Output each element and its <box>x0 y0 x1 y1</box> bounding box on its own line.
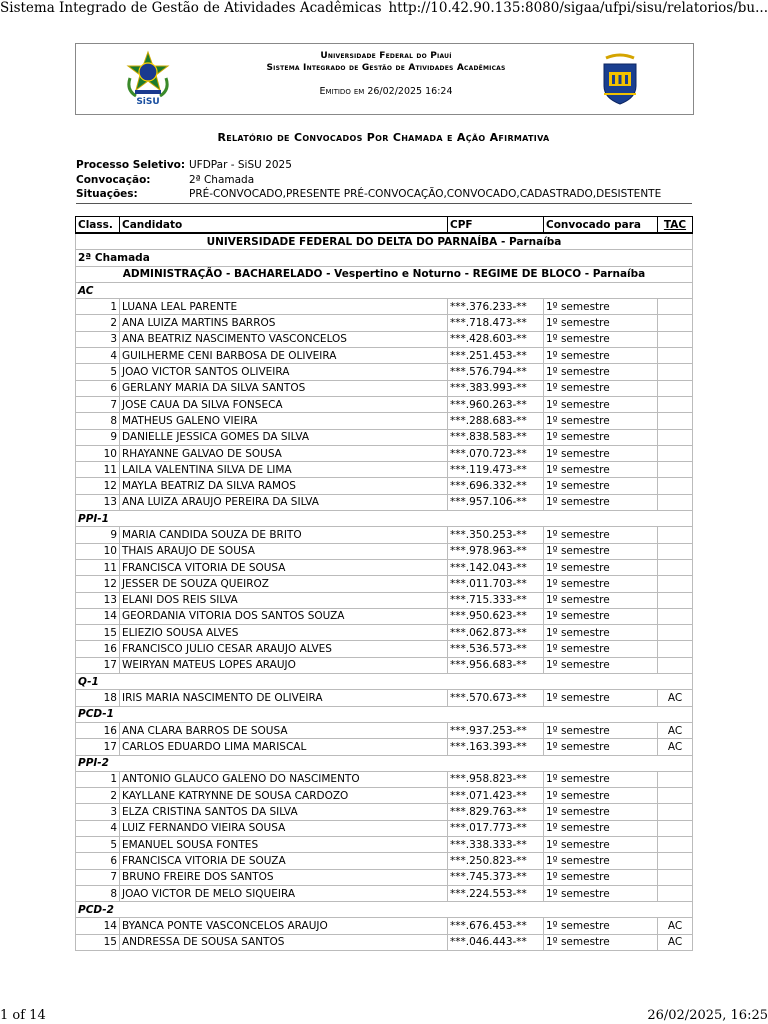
class-cell: 4 <box>76 348 120 364</box>
tac-cell <box>658 396 693 412</box>
tac-cell <box>658 788 693 804</box>
class-cell: 12 <box>76 478 120 494</box>
tac-cell <box>658 478 693 494</box>
cpf-cell: ***.956.683-** <box>448 657 544 673</box>
table-row <box>76 592 693 608</box>
cpf-cell: ***.288.683-** <box>448 413 544 429</box>
convocado-cell: 1º semestre <box>544 380 658 396</box>
curso-row-label: ADMINISTRAÇÃO - BACHARELADO - Vespertino e Noturno - REGIME DE BLOCO - Parnaíba <box>76 266 693 282</box>
candidate-name-cell: ELZA CRISTINA SANTOS DA SILVA <box>120 804 448 820</box>
table-row <box>76 396 693 412</box>
convocado-cell: 1º semestre <box>544 722 658 738</box>
situacoes-value: PRÉ-CONVOCADO,PRESENTE PRÉ-CONVOCAÇÃO,CONVOCADO,CADASTRADO,DESISTENTE <box>189 188 662 200</box>
class-cell: 13 <box>76 494 120 510</box>
candidate-name-cell: WEIRYAN MATEUS LOPES ARAUJO <box>120 657 448 673</box>
tac-cell <box>658 445 693 461</box>
convocado-cell: 1º semestre <box>544 771 658 787</box>
candidate-name-cell: ANDRESSA DE SOUSA SANTOS <box>120 934 448 950</box>
col-class-header: Class. <box>76 217 120 234</box>
university-name: Universidade Federal do Piauí <box>320 51 452 61</box>
chamada-row-label: 2ª Chamada <box>76 250 693 266</box>
tac-cell <box>658 576 693 592</box>
convocado-cell: 1º semestre <box>544 315 658 331</box>
table-row <box>76 739 693 755</box>
class-cell: 2 <box>76 788 120 804</box>
candidate-name-cell: ANA BEATRIZ NASCIMENTO VASCONCELOS <box>120 331 448 347</box>
cpf-cell: ***.062.873-** <box>448 625 544 641</box>
tac-cell <box>658 413 693 429</box>
cpf-cell: ***.718.473-** <box>448 315 544 331</box>
cpf-cell: ***.383.993-** <box>448 380 544 396</box>
tac-cell: AC <box>658 934 693 950</box>
candidate-name-cell: IRIS MARIA NASCIMENTO DE OLIVEIRA <box>120 690 448 706</box>
table-row <box>76 722 693 738</box>
tac-cell <box>658 820 693 836</box>
convocado-cell: 1º semestre <box>544 869 658 885</box>
convocado-cell: 1º semestre <box>544 885 658 901</box>
tac-cell <box>658 315 693 331</box>
class-cell: 15 <box>76 625 120 641</box>
cpf-cell: ***.960.263-** <box>448 396 544 412</box>
candidate-name-cell: ELIEZIO SOUSA ALVES <box>120 625 448 641</box>
cpf-cell: ***.570.673-** <box>448 690 544 706</box>
candidate-name-cell: THAIS ARAUJO DE SOUSA <box>120 543 448 559</box>
group-row <box>76 674 693 690</box>
convocado-cell: 1º semestre <box>544 396 658 412</box>
convocado-cell: 1º semestre <box>544 364 658 380</box>
class-cell: 7 <box>76 396 120 412</box>
candidate-name-cell: GUILHERME CENI BARBOSA DE OLIVEIRA <box>120 348 448 364</box>
cpf-cell: ***.829.763-** <box>448 804 544 820</box>
col-candidato-header: Candidato <box>120 217 448 234</box>
candidate-name-cell: JOAO VICTOR SANTOS OLIVEIRA <box>120 364 448 380</box>
page-indicator: 1 of 14 <box>0 1008 46 1023</box>
tac-cell <box>658 804 693 820</box>
candidate-name-cell: FRANCISCO JULIO CESAR ARAUJO ALVES <box>120 641 448 657</box>
tac-cell <box>658 348 693 364</box>
cpf-cell: ***.957.106-** <box>448 494 544 510</box>
candidate-name-cell: GEORDANIA VITORIA DOS SANTOS SOUZA <box>120 608 448 624</box>
convocado-cell: 1º semestre <box>544 853 658 869</box>
candidate-name-cell: MARIA CANDIDA SOUZA DE BRITO <box>120 527 448 543</box>
curso-row <box>76 266 693 282</box>
cpf-cell: ***.070.723-** <box>448 445 544 461</box>
tac-cell: AC <box>658 722 693 738</box>
convocado-cell: 1º semestre <box>544 918 658 934</box>
print-datetime: 26/02/2025, 16:25 <box>647 1008 768 1023</box>
candidate-name-cell: BRUNO FREIRE DOS SANTOS <box>120 869 448 885</box>
candidate-name-cell: FRANCISCA VITORIA DE SOUSA <box>120 559 448 575</box>
table-row <box>76 885 693 901</box>
candidate-name-cell: ANTONIO GLAUCO GALENO DO NASCIMENTO <box>120 771 448 787</box>
cpf-cell: ***.937.253-** <box>448 722 544 738</box>
convocado-cell: 1º semestre <box>544 641 658 657</box>
candidate-name-cell: JOAO VICTOR DE MELO SIQUEIRA <box>120 885 448 901</box>
class-cell: 16 <box>76 641 120 657</box>
convocado-cell: 1º semestre <box>544 804 658 820</box>
convocado-cell: 1º semestre <box>544 576 658 592</box>
table-row <box>76 364 693 380</box>
class-cell: 3 <box>76 804 120 820</box>
print-page-title: Sistema Integrado de Gestão de Atividades Acadêmicas <box>0 0 382 16</box>
class-cell: 17 <box>76 739 120 755</box>
class-cell: 14 <box>76 608 120 624</box>
class-cell: 3 <box>76 331 120 347</box>
table-row <box>76 576 693 592</box>
tac-cell <box>658 771 693 787</box>
university-row <box>76 233 693 250</box>
candidate-name-cell: ANA LUIZA ARAUJO PEREIRA DA SILVA <box>120 494 448 510</box>
tac-cell <box>658 608 693 624</box>
class-cell: 8 <box>76 885 120 901</box>
tac-cell <box>658 853 693 869</box>
class-cell: 17 <box>76 657 120 673</box>
table-row <box>76 657 693 673</box>
cpf-cell: ***.428.603-** <box>448 331 544 347</box>
convocado-cell: 1º semestre <box>544 657 658 673</box>
tac-cell <box>658 625 693 641</box>
table-row <box>76 836 693 852</box>
table-header-row <box>76 217 693 234</box>
col-convocado-header: Convocado para <box>544 217 658 234</box>
class-cell: 12 <box>76 576 120 592</box>
group-row <box>76 511 693 527</box>
candidate-name-cell: KAYLLANE KATRYNNE DE SOUSA CARDOZO <box>120 788 448 804</box>
document-header <box>75 43 694 115</box>
table-row <box>76 315 693 331</box>
candidate-name-cell: ELANI DOS REIS SILVA <box>120 592 448 608</box>
class-cell: 14 <box>76 918 120 934</box>
convocado-cell: 1º semestre <box>544 543 658 559</box>
group-row <box>76 706 693 722</box>
cpf-cell: ***.696.332-** <box>448 478 544 494</box>
chamada-row <box>76 250 693 266</box>
convocado-cell: 1º semestre <box>544 625 658 641</box>
print-footer <box>0 1008 768 1024</box>
class-cell: 5 <box>76 836 120 852</box>
header-institution <box>186 50 586 74</box>
tac-cell <box>658 657 693 673</box>
tac-cell <box>658 836 693 852</box>
table-row <box>76 918 693 934</box>
class-cell: 15 <box>76 934 120 950</box>
convocado-cell: 1º semestre <box>544 527 658 543</box>
table-row <box>76 380 693 396</box>
cpf-cell: ***.017.773-** <box>448 820 544 836</box>
candidate-name-cell: GERLANY MARIA DA SILVA SANTOS <box>120 380 448 396</box>
class-cell: 7 <box>76 869 120 885</box>
cpf-cell: ***.011.703-** <box>448 576 544 592</box>
convocado-cell: 1º semestre <box>544 348 658 364</box>
table-row <box>76 804 693 820</box>
system-name: Sistema Integrado de Gestão de Atividades Acadêmicas <box>266 63 506 73</box>
convocado-cell: 1º semestre <box>544 478 658 494</box>
class-cell: 10 <box>76 445 120 461</box>
group-label: AC <box>76 282 693 298</box>
class-cell: 6 <box>76 380 120 396</box>
cpf-cell: ***.950.623-** <box>448 608 544 624</box>
table-row <box>76 625 693 641</box>
class-cell: 1 <box>76 299 120 315</box>
convocado-cell: 1º semestre <box>544 559 658 575</box>
print-header <box>0 0 768 20</box>
cpf-cell: ***.250.823-** <box>448 853 544 869</box>
tac-cell: AC <box>658 918 693 934</box>
cpf-cell: ***.376.233-** <box>448 299 544 315</box>
cpf-cell: ***.958.823-** <box>448 771 544 787</box>
convocado-cell: 1º semestre <box>544 445 658 461</box>
class-cell: 1 <box>76 771 120 787</box>
cpf-cell: ***.676.453-** <box>448 918 544 934</box>
class-cell: 9 <box>76 429 120 445</box>
emission-date: Emitido em 26/02/2025 16:24 <box>319 86 453 97</box>
tac-cell <box>658 592 693 608</box>
candidate-name-cell: JOSE CAUA DA SILVA FONSECA <box>120 396 448 412</box>
tac-cell <box>658 494 693 510</box>
table-row <box>76 934 693 950</box>
candidate-name-cell: EMANUEL SOUSA FONTES <box>120 836 448 852</box>
class-cell: 11 <box>76 462 120 478</box>
convocado-cell: 1º semestre <box>544 299 658 315</box>
class-cell: 6 <box>76 853 120 869</box>
candidate-name-cell: LUIZ FERNANDO VIEIRA SOUSA <box>120 820 448 836</box>
group-label: PPI-1 <box>76 511 693 527</box>
table-row <box>76 641 693 657</box>
cpf-cell: ***.071.423-** <box>448 788 544 804</box>
cpf-cell: ***.576.794-** <box>448 364 544 380</box>
convocacao-value: 2ª Chamada <box>189 173 255 186</box>
candidate-name-cell: JESSER DE SOUZA QUEIROZ <box>120 576 448 592</box>
class-cell: 18 <box>76 690 120 706</box>
convocado-cell: 1º semestre <box>544 592 658 608</box>
tac-cell: AC <box>658 690 693 706</box>
convocado-cell: 1º semestre <box>544 429 658 445</box>
cpf-cell: ***.163.393-** <box>448 739 544 755</box>
cpf-cell: ***.224.553-** <box>448 885 544 901</box>
group-row <box>76 755 693 771</box>
table-row <box>76 771 693 787</box>
group-label: Q-1 <box>76 674 693 690</box>
convocado-cell: 1º semestre <box>544 820 658 836</box>
tac-cell <box>658 331 693 347</box>
report-title: Relatório de Convocados Por Chamada e Ação Afirmativa <box>217 131 550 144</box>
candidate-name-cell: ANA LUIZA MARTINS BARROS <box>120 315 448 331</box>
table-row <box>76 299 693 315</box>
table-row <box>76 690 693 706</box>
cpf-cell: ***.338.333-** <box>448 836 544 852</box>
convocados-table <box>75 216 693 951</box>
table-row <box>76 608 693 624</box>
group-label: PCD-2 <box>76 902 693 918</box>
candidate-name-cell: ANA CLARA BARROS DE SOUSA <box>120 722 448 738</box>
candidate-name-cell: LUANA LEAL PARENTE <box>120 299 448 315</box>
table-row <box>76 543 693 559</box>
class-cell: 13 <box>76 592 120 608</box>
processo-label: Processo Seletivo: <box>76 159 186 171</box>
cpf-cell: ***.350.253-** <box>448 527 544 543</box>
table-row <box>76 445 693 461</box>
tac-cell <box>658 429 693 445</box>
convocacao-label: Convocação: <box>76 173 151 186</box>
class-cell: 11 <box>76 559 120 575</box>
convocado-cell: 1º semestre <box>544 413 658 429</box>
candidate-name-cell: RHAYANNE GALVAO DE SOUSA <box>120 445 448 461</box>
tac-cell <box>658 299 693 315</box>
col-tac-header: TAC <box>658 217 693 234</box>
cpf-cell: ***.536.573-** <box>448 641 544 657</box>
tac-cell <box>658 527 693 543</box>
candidate-name-cell: CARLOS EDUARDO LIMA MARISCAL <box>120 739 448 755</box>
convocado-cell: 1º semestre <box>544 462 658 478</box>
candidate-name-cell: MATHEUS GALENO VIEIRA <box>120 413 448 429</box>
cpf-cell: ***.978.963-** <box>448 543 544 559</box>
class-cell: 9 <box>76 527 120 543</box>
tac-cell <box>658 641 693 657</box>
tac-cell <box>658 869 693 885</box>
svg-text:SiSU: SiSU <box>136 97 160 106</box>
table-row <box>76 788 693 804</box>
group-row <box>76 902 693 918</box>
candidate-name-cell: FRANCISCA VITORIA DE SOUZA <box>120 853 448 869</box>
processo-value: UFDPar - SiSU 2025 <box>189 159 292 171</box>
table-row <box>76 559 693 575</box>
table-row <box>76 429 693 445</box>
table-row <box>76 413 693 429</box>
cpf-cell: ***.119.473-** <box>448 462 544 478</box>
tac-cell <box>658 364 693 380</box>
cpf-cell: ***.142.043-** <box>448 559 544 575</box>
print-url: http://10.42.90.135:8080/sigaa/ufpi/sisu/relatorios/bu... <box>388 0 768 16</box>
cpf-cell: ***.251.453-** <box>448 348 544 364</box>
convocado-cell: 1º semestre <box>544 494 658 510</box>
table-row <box>76 478 693 494</box>
table-row <box>76 820 693 836</box>
tac-cell <box>658 885 693 901</box>
candidate-name-cell: LAILA VALENTINA SILVA DE LIMA <box>120 462 448 478</box>
candidate-name-cell: BYANCA PONTE VASCONCELOS ARAUJO <box>120 918 448 934</box>
class-cell: 8 <box>76 413 120 429</box>
divider <box>76 203 692 204</box>
table-row <box>76 853 693 869</box>
table-row <box>76 527 693 543</box>
tac-cell <box>658 380 693 396</box>
candidate-name-cell: DANIELLE JESSICA GOMES DA SILVA <box>120 429 448 445</box>
group-label: PCD-1 <box>76 706 693 722</box>
university-row-label: UNIVERSIDADE FEDERAL DO DELTA DO PARNAÍBA - Parnaíba <box>76 233 693 250</box>
convocado-cell: 1º semestre <box>544 739 658 755</box>
convocado-cell: 1º semestre <box>544 788 658 804</box>
convocado-cell: 1º semestre <box>544 934 658 950</box>
cpf-cell: ***.745.373-** <box>448 869 544 885</box>
convocado-cell: 1º semestre <box>544 836 658 852</box>
candidate-name-cell: MAYLA BEATRIZ DA SILVA RAMOS <box>120 478 448 494</box>
cpf-cell: ***.838.583-** <box>448 429 544 445</box>
brasil-coat-of-arms-icon <box>122 50 174 106</box>
class-cell: 5 <box>76 364 120 380</box>
group-label: PPI-2 <box>76 755 693 771</box>
convocado-cell: 1º semestre <box>544 608 658 624</box>
convocado-cell: 1º semestre <box>544 331 658 347</box>
table-row <box>76 494 693 510</box>
table-row <box>76 462 693 478</box>
convocado-cell: 1º semestre <box>544 690 658 706</box>
ufpi-crest-icon <box>600 50 640 106</box>
group-row <box>76 282 693 298</box>
situacoes-label: Situações: <box>76 188 138 200</box>
table-row <box>76 869 693 885</box>
tac-cell: AC <box>658 739 693 755</box>
col-cpf-header: CPF <box>448 217 544 234</box>
table-row <box>76 348 693 364</box>
cpf-cell: ***.046.443-** <box>448 934 544 950</box>
cpf-cell: ***.715.333-** <box>448 592 544 608</box>
tac-cell <box>658 543 693 559</box>
class-cell: 4 <box>76 820 120 836</box>
class-cell: 16 <box>76 722 120 738</box>
table-row <box>76 331 693 347</box>
tac-cell <box>658 559 693 575</box>
class-cell: 2 <box>76 315 120 331</box>
class-cell: 10 <box>76 543 120 559</box>
tac-cell <box>658 462 693 478</box>
